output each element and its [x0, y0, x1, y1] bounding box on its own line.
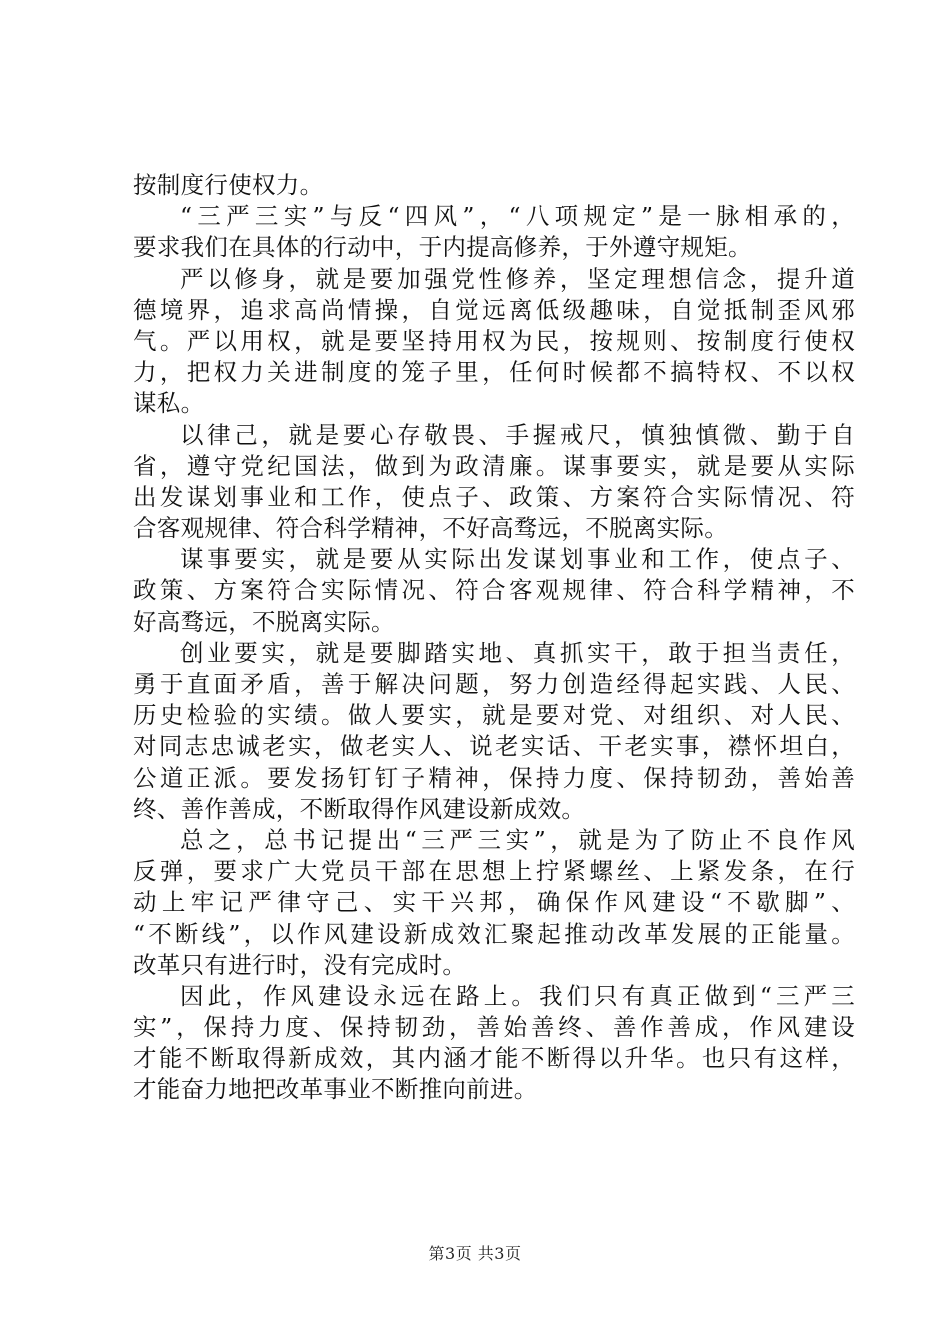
text-line: 出发谋划事业和工作，使点子、政策、方案符合实际情况、符	[133, 482, 855, 511]
text-line: “三严三实”与反“四风”，“八项规定”是一脉相承的，	[180, 202, 855, 231]
text-line: 力，把权力关进制度的笼子里，任何时候都不搞特权、不以权	[133, 358, 855, 387]
text-line: 要求我们在具体的行动中，于内提高修养，于外遵守规矩。	[133, 233, 752, 262]
page-number-footer: 第3页 共3页	[428, 1244, 522, 1263]
text-line: 谋事要实，就是要从实际出发谋划事业和工作，使点子、	[180, 545, 855, 574]
text-line: 政策、方案符合实际情况、符合客观规律、符合科学精神，不	[133, 576, 855, 605]
text-line: “不断线”，以作风建设新成效汇聚起推动改革发展的正能量。	[133, 919, 855, 948]
text-line: 才能奋力地把改革事业不断推向前进。	[133, 1075, 538, 1104]
text-line: 实”，保持力度、保持韧劲，善始善终、善作善成，作风建设	[133, 1013, 855, 1042]
paragraph	[133, 201, 855, 263]
text-line: 勇于直面矛盾，善于解决问题，努力创造经得起实践、人民、	[133, 670, 855, 698]
text-line: 历史检验的实绩。做人要实，就是要对党、对组织、对人民、	[133, 701, 855, 730]
text-line: 因此，作风建设永远在路上。我们只有真正做到“三严三	[180, 981, 855, 1010]
paragraph	[133, 638, 855, 825]
paragraph	[133, 420, 855, 545]
paragraph	[133, 170, 855, 201]
text-line: 德境界，追求高尚情操，自觉远离低级趣味，自觉抵制歪风邪	[133, 295, 855, 324]
text-line: 总之，总书记提出“三严三实”，就是为了防止不良作风	[180, 825, 855, 854]
text-line: 创业要实，就是要脚踏实地、真抓实干，敢于担当责任，	[180, 638, 855, 667]
text-line: 气。严以用权，就是要坚持用权为民，按规则、按制度行使权	[133, 326, 855, 355]
paragraph	[133, 264, 855, 420]
text-line: 对同志忠诚老实，做老实人、说老实话、干老实事，襟怀坦白，	[133, 732, 855, 761]
document-body	[133, 170, 855, 1106]
text-line: 公道正派。要发扬钉钉子精神，保持力度、保持韧劲，善始善	[133, 763, 855, 792]
text-line: 改革只有进行时，没有完成时。	[133, 950, 467, 979]
paragraph	[133, 981, 855, 1106]
text-line: 按制度行使权力。	[133, 171, 324, 199]
text-line: 好高骛远，不脱离实际。	[133, 607, 395, 636]
paragraph	[133, 825, 855, 981]
text-line: 省，遵守党纪国法，做到为政清廉。谋事要实，就是要从实际	[133, 451, 855, 480]
text-line: 合客观规律、符合科学精神，不好高骛远，不脱离实际。	[133, 514, 728, 543]
text-line: 反弹，要求广大党员干部在思想上拧紧螺丝、上紧发条，在行	[133, 857, 855, 886]
text-line: 谋私。	[133, 389, 205, 418]
text-line: 严以修身，就是要加强党性修养，坚定理想信念，提升道	[180, 264, 855, 293]
paragraph	[133, 544, 855, 638]
text-line: 动上牢记严律守己、实干兴邦，确保作风建设“不歇脚”、	[133, 888, 855, 917]
text-line: 以律己，就是要心存敬畏、手握戒尺，慎独慎微、勤于自	[180, 420, 855, 449]
text-line: 终、善作善成，不断取得作风建设新成效。	[133, 794, 586, 823]
text-line: 才能不断取得新成效，其内涵才能不断得以升华。也只有这样，	[133, 1044, 855, 1073]
